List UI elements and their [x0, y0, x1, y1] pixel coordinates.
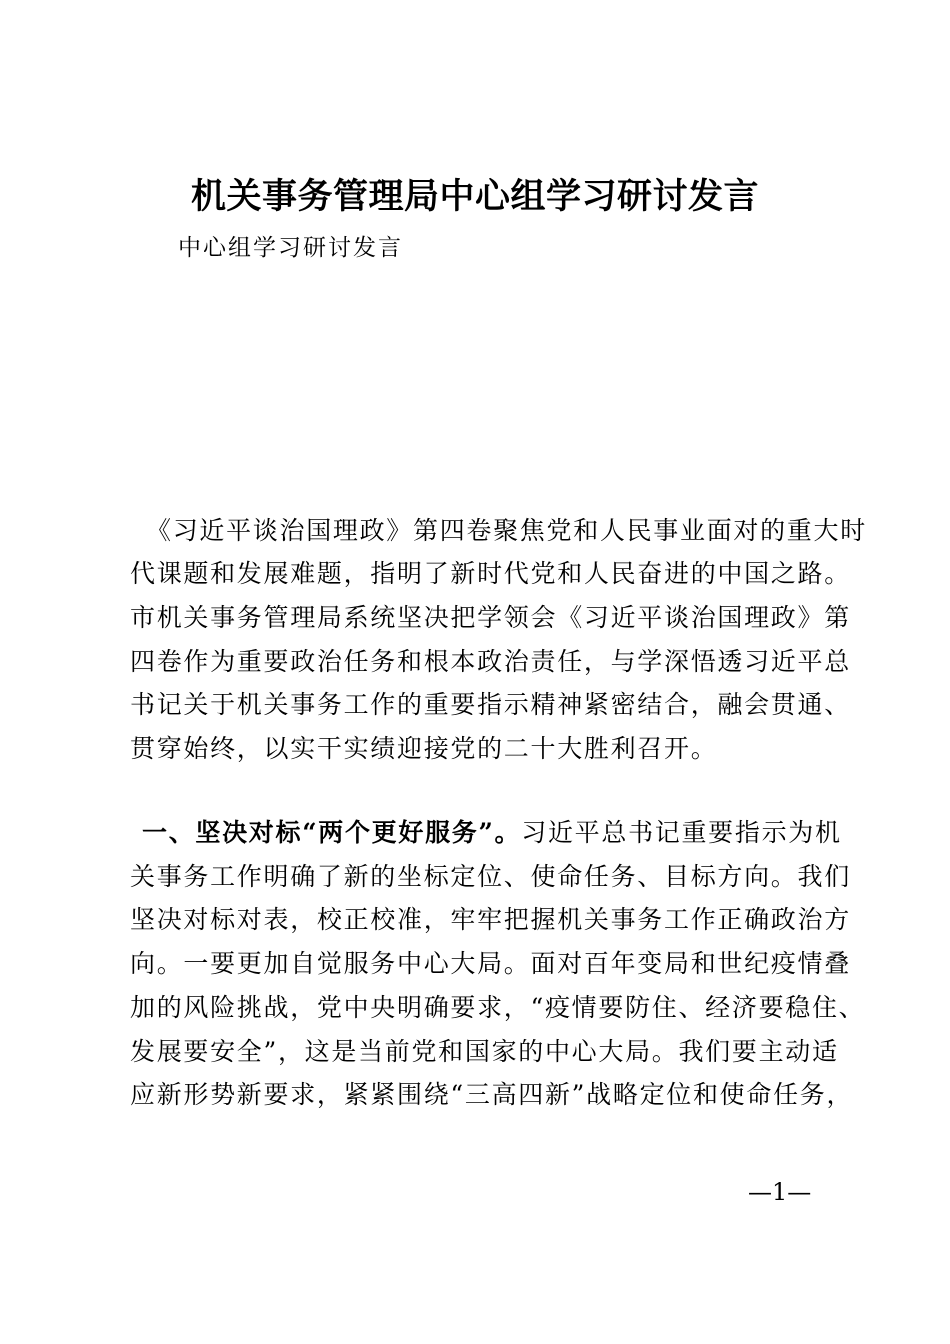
- section-1-line: 向。一要更加自觉服务中心大局。面对百年变局和世纪疫情叠: [130, 949, 851, 978]
- intro-line: 市机关事务管理局系统坚决把学领会《习近平谈治国理政》第: [130, 603, 851, 632]
- section-1-line: 关事务工作明确了新的坐标定位、使命任务、目标方向。我们: [130, 862, 851, 891]
- section-1-line: 加的风险挑战，党中央明确要求，“疫情要防住、经济要稳住、: [130, 993, 866, 1022]
- intro-line: 贯穿始终，以实干实绩迎接党的二十大胜利召开。: [130, 734, 718, 763]
- section-1-line: 应新形势新要求，紧紧围绕“三高四新”战略定位和使命任务，: [130, 1080, 854, 1109]
- section-1-line: 坚决对标对表，校正校准，牢牢把握机关事务工作正确政治方: [130, 905, 851, 934]
- section-1-heading: 一、坚决对标“两个更好服务”。: [142, 818, 522, 847]
- section-1-first-line: [142, 814, 842, 852]
- page-number: —1—: [748, 1178, 812, 1206]
- intro-line: 书记关于机关事务工作的重要指示精神紧密结合，融会贯通、: [130, 690, 851, 719]
- document-subtitle: 中心组学习研讨发言: [178, 235, 403, 261]
- intro-line: 四卷作为重要政治任务和根本政治责任，与学深悟透习近平总: [130, 647, 851, 676]
- section-1-line: 发展要安全”，这是当前党和国家的中心大局。我们要主动适: [130, 1037, 839, 1066]
- intro-line: 代课题和发展难题，指明了新时代党和人民奋进的中国之路。: [130, 559, 851, 588]
- intro-line: 《习近平谈治国理政》第四卷聚焦党和人民事业面对的重大时: [146, 516, 867, 545]
- section-1-first-line-text: 习近平总书记重要指示为机: [521, 818, 842, 847]
- document-title: 机关事务管理局中心组学习研讨发言: [190, 176, 759, 217]
